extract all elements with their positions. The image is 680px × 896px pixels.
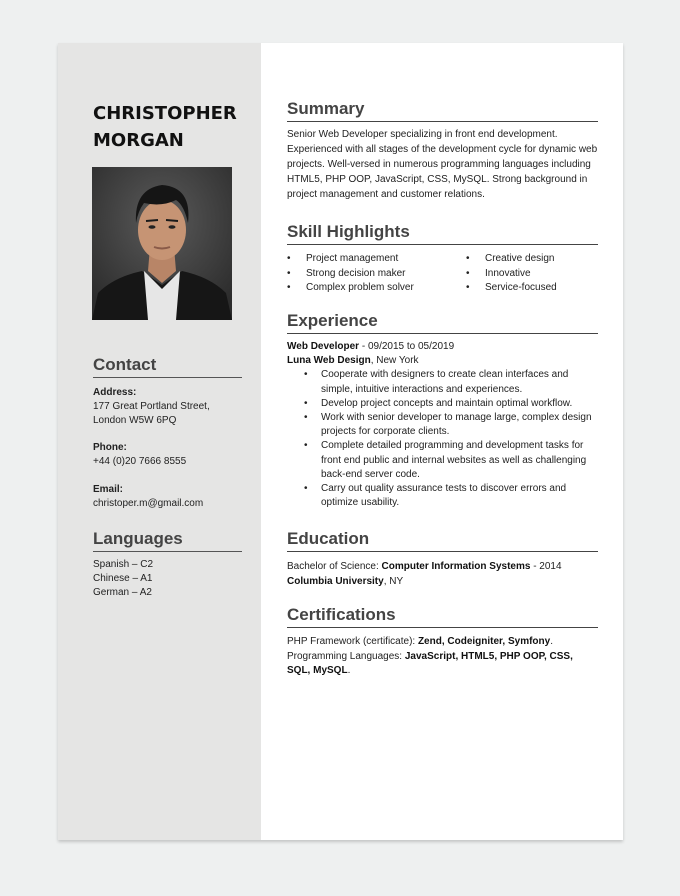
cert-1-label: PHP Framework (certificate):	[287, 636, 418, 647]
cert-2-label: Programming Languages:	[287, 650, 405, 662]
degree-year: - 2014	[530, 561, 562, 572]
experience-entry	[287, 340, 598, 510]
cert-line-2	[287, 650, 598, 679]
language-item: German – A2	[93, 587, 152, 598]
candidate-name	[93, 100, 253, 154]
sidebar	[58, 43, 261, 840]
portrait-image	[92, 167, 232, 320]
resume-page	[58, 43, 623, 840]
certifications-entry	[287, 635, 598, 679]
company-name: Luna Web Design	[287, 355, 371, 367]
cert-1-end: .	[550, 636, 553, 647]
languages-heading: Languages	[93, 529, 242, 552]
email-label: Email:	[93, 484, 124, 495]
school-line	[287, 574, 598, 589]
experience-bullet: • Develop project concepts and maintain optimal workflow.	[287, 397, 598, 411]
phone-block	[93, 441, 253, 469]
skills-column-1	[287, 252, 414, 296]
address-value: 177 Great Portland Street, London W5W 6PQ	[93, 401, 210, 426]
degree-line	[287, 559, 598, 574]
skill-item: • Innovative	[466, 267, 557, 282]
school-name: Columbia University	[287, 576, 384, 587]
job-dates: - 09/2015 to 05/2019	[359, 341, 455, 352]
address-label: Address:	[93, 387, 137, 398]
phone-value: +44 (0)20 7666 8555	[93, 456, 187, 467]
name-last: MORGAN	[93, 130, 184, 151]
cert-1-value: Zend, Codeigniter, Symfony	[417, 636, 551, 647]
language-item: Chinese – A1	[93, 573, 153, 584]
phone-label: Phone:	[93, 442, 127, 453]
skill-item: • Creative design	[466, 252, 557, 267]
school-location: , NY	[383, 576, 404, 587]
skill-item: • Project management	[287, 252, 414, 267]
experience-bullet: • Work with senior developer to manage large, complex design projects for corporate clients.	[287, 411, 598, 439]
name-first: CHRISTOPHER	[93, 103, 237, 124]
address-block	[93, 386, 253, 428]
skill-item: • Strong decision maker	[287, 267, 414, 282]
email-block	[93, 483, 253, 511]
skill-item: • Service-focused	[466, 281, 557, 296]
profile-photo	[92, 167, 232, 320]
skills-column-2	[466, 252, 557, 296]
experience-bullet: • Carry out quality assurance tests to discover errors and optimize usability.	[287, 482, 598, 510]
email-value[interactable]: christoper.m@gmail.com	[93, 498, 204, 509]
cert-line-1	[287, 635, 598, 650]
language-item: Spanish – C2	[93, 559, 154, 570]
company-location: , New York	[370, 355, 419, 367]
summary-heading: Summary	[287, 99, 598, 122]
degree-name: Computer Information Systems	[381, 561, 531, 572]
summary-text: Senior Web Developer specializing in front end development. Experienced with all stages of the development cycle for dynamic web projects. Well-versed in numerous programming languages including HTML5, PHP OOP, JavaScript, CSS, MySQL. Strong background in project management and customer relations.	[287, 129, 598, 200]
experience-bullet: • Cooperate with designers to create clean interfaces and simple, intuitive interactions and experiences.	[287, 368, 598, 396]
education-entry	[287, 559, 598, 589]
languages-list	[93, 558, 253, 600]
cert-2-end: .	[347, 665, 351, 676]
experience-bullets	[287, 368, 598, 510]
skills-heading: Skill Highlights	[287, 222, 598, 245]
cert-2-value: JavaScript, HTML5, PHP OOP, CSS, SQL, MySQL	[287, 650, 573, 676]
contact-heading: Contact	[93, 355, 242, 378]
experience-bullet: • Complete detailed programming and development tasks for front end public and internal websites as well as challenging back-end server code.	[287, 439, 598, 482]
education-heading: Education	[287, 529, 598, 552]
skill-item: • Complex problem solver	[287, 281, 414, 296]
job-title: Web Developer	[287, 341, 360, 352]
company-line	[287, 354, 598, 368]
certifications-heading: Certifications	[287, 605, 598, 628]
degree-prefix: Bachelor of Science:	[287, 561, 382, 572]
job-title-line	[287, 340, 598, 354]
experience-heading: Experience	[287, 311, 598, 334]
